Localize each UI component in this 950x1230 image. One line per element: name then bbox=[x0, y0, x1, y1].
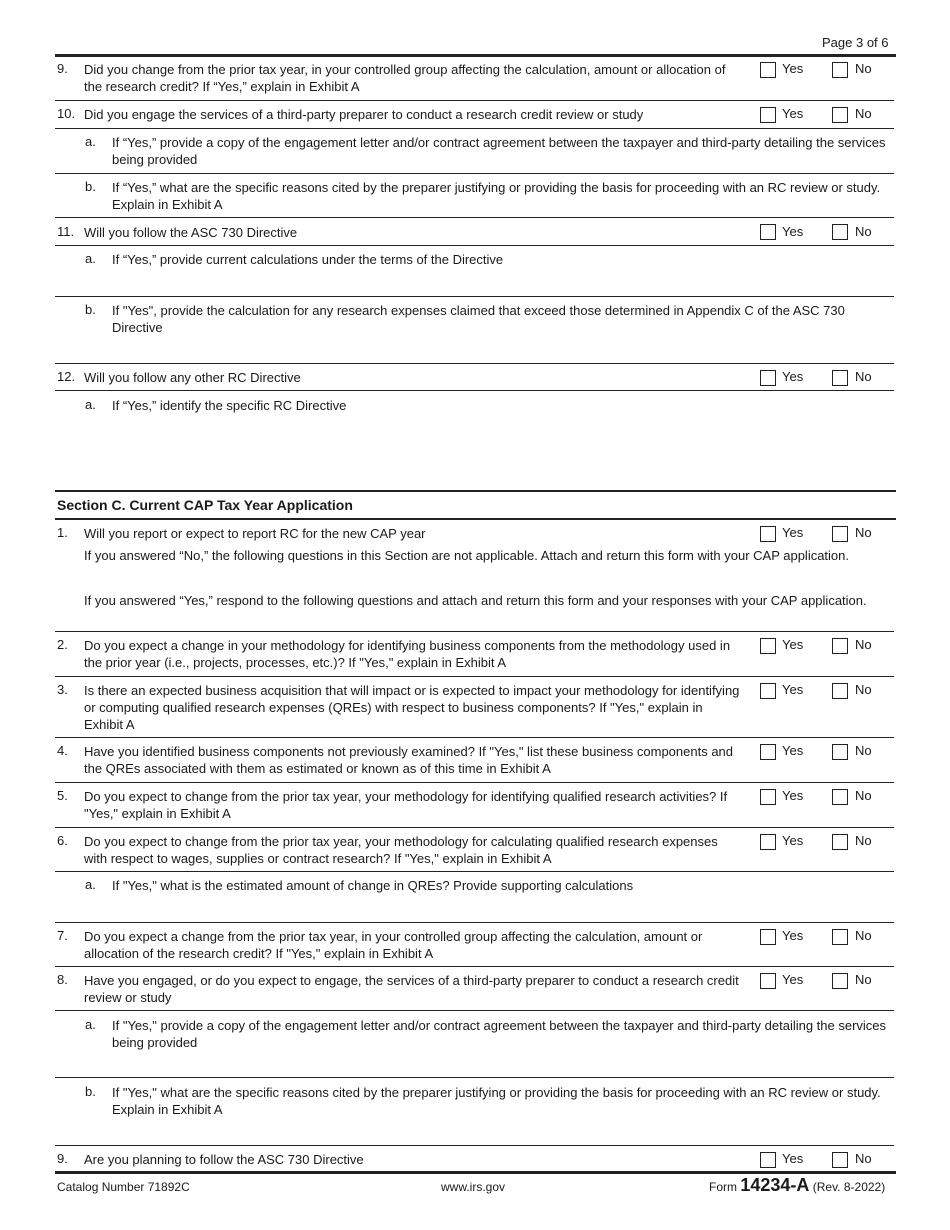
row-divider bbox=[55, 1010, 894, 1011]
yes-label: Yes bbox=[782, 637, 804, 652]
c6-yes-checkbox[interactable] bbox=[760, 834, 776, 850]
c4-yes-checkbox[interactable] bbox=[760, 744, 776, 760]
row-divider bbox=[55, 217, 894, 218]
c1-no-checkbox[interactable] bbox=[832, 526, 848, 542]
row-divider bbox=[55, 1145, 894, 1146]
no-label: No bbox=[855, 788, 872, 803]
yes-label: Yes bbox=[782, 833, 804, 848]
row-divider bbox=[55, 390, 894, 391]
row-divider bbox=[55, 296, 894, 297]
question-text: Will you follow any other RC Directive bbox=[84, 370, 301, 385]
sub-letter: b. bbox=[85, 302, 96, 317]
instruction-note: If you answered “No,” the following questions in this Section are not applicable. Attach and return this form with your CAP application. bbox=[84, 548, 850, 563]
row-divider bbox=[55, 363, 894, 364]
question-text: Do you expect to change from the prior tax year, your methodology for calculating qualified research expenses with respect to wages, supplies or contract research? If "Yes," explain in Exhibit A bbox=[84, 834, 718, 866]
no-label: No bbox=[855, 972, 872, 987]
no-label: No bbox=[855, 369, 872, 384]
section-rule bbox=[55, 490, 896, 492]
row-divider bbox=[55, 245, 894, 246]
question-number: 11. bbox=[57, 224, 75, 239]
sub-letter: a. bbox=[85, 397, 96, 412]
question-number: 7. bbox=[57, 928, 68, 943]
c5-no-checkbox[interactable] bbox=[832, 789, 848, 805]
row-divider bbox=[55, 782, 894, 783]
catalog-number: Catalog Number 71892C bbox=[57, 1180, 190, 1194]
no-label: No bbox=[855, 833, 872, 848]
c3-no-checkbox[interactable] bbox=[832, 683, 848, 699]
yes-label: Yes bbox=[782, 61, 804, 76]
sub-letter: a. bbox=[85, 877, 96, 892]
sub-question-text: If "Yes," provide a copy of the engagement letter and/or contract agreement between the taxpayer and third-party detailing the services being provided bbox=[112, 1018, 887, 1050]
c2-no-checkbox[interactable] bbox=[832, 638, 848, 654]
question-number: 1. bbox=[57, 525, 68, 540]
yes-label: Yes bbox=[782, 106, 804, 121]
no-label: No bbox=[855, 525, 872, 540]
question-text: Did you change from the prior tax year, in your controlled group affecting the calculation, amount or allocation of the research credit? If “Yes,” explain in Exhibit A bbox=[84, 62, 726, 94]
question-number: 9. bbox=[57, 1151, 68, 1166]
no-label: No bbox=[855, 637, 872, 652]
question-text: Do you expect a change in your methodology for identifying business components from the methodology used in the prior year (i.e., projects, processes, etc.)? If "Yes," explain in Exhibit A bbox=[84, 638, 731, 670]
page-number: Page 3 of 6 bbox=[822, 35, 889, 50]
q9-yes-checkbox[interactable] bbox=[760, 62, 776, 78]
question-text: Have you identified business components not previously examined? If "Yes," list these business components and the QREs associated with them as estimated or known as of this time in Exhibit A bbox=[84, 744, 734, 776]
instruction-note: If you answered “Yes,” respond to the following questions and attach and return this form and your responses with your CAP application. bbox=[84, 593, 867, 608]
sub-letter: a. bbox=[85, 1017, 96, 1032]
question-number: 10. bbox=[57, 106, 76, 121]
c5-yes-checkbox[interactable] bbox=[760, 789, 776, 805]
no-label: No bbox=[855, 928, 872, 943]
yes-label: Yes bbox=[782, 682, 804, 697]
row-divider bbox=[55, 1077, 894, 1078]
sub-letter: b. bbox=[85, 179, 96, 194]
form-revision: (Rev. 8-2022) bbox=[812, 1180, 886, 1194]
row-divider bbox=[55, 827, 894, 828]
sub-question-text: If “Yes,” identify the specific RC Directive bbox=[112, 398, 347, 413]
c4-no-checkbox[interactable] bbox=[832, 744, 848, 760]
q9-no-checkbox[interactable] bbox=[832, 62, 848, 78]
sub-question-text: If "Yes," what are the specific reasons cited by the preparer justifying or providing the basis for proceeding with an RC review or study. Explain in Exhibit A bbox=[112, 1085, 881, 1117]
yes-label: Yes bbox=[782, 743, 804, 758]
question-number: 6. bbox=[57, 833, 68, 848]
q10-yes-checkbox[interactable] bbox=[760, 107, 776, 123]
sub-letter: b. bbox=[85, 1084, 96, 1099]
question-text: Will you follow the ASC 730 Directive bbox=[84, 225, 298, 240]
row-divider bbox=[55, 631, 894, 632]
c1-yes-checkbox[interactable] bbox=[760, 526, 776, 542]
section-title: Section C. Current CAP Tax Year Application bbox=[57, 497, 353, 513]
row-divider bbox=[55, 173, 894, 174]
row-divider bbox=[55, 100, 894, 101]
question-number: 8. bbox=[57, 972, 68, 987]
c2-yes-checkbox[interactable] bbox=[760, 638, 776, 654]
question-number: 3. bbox=[57, 682, 68, 697]
sub-question-text: If "Yes," what is the estimated amount of change in QREs? Provide supporting calculations bbox=[112, 878, 634, 893]
sub-question-text: If "Yes", provide the calculation for any research expenses claimed that exceed those determined in Appendix C of the ASC 730 Directive bbox=[112, 303, 845, 335]
yes-label: Yes bbox=[782, 972, 804, 987]
row-divider bbox=[55, 871, 894, 872]
yes-label: Yes bbox=[782, 788, 804, 803]
question-text: Do you expect a change from the prior tax year, in your controlled group affecting the calculation, amount or allocation of the research credit? If "Yes," explain in Exhibit A bbox=[84, 929, 703, 961]
question-text: Is there an expected business acquisition that will impact or is expected to impact your methodology for identifying or computing qualified research expenses (QREs) with respect to business components? If "Yes," explain in Exhibit A bbox=[84, 683, 740, 732]
no-label: No bbox=[855, 743, 872, 758]
no-label: No bbox=[855, 682, 872, 697]
row-divider bbox=[55, 676, 894, 677]
yes-label: Yes bbox=[782, 369, 804, 384]
question-number: 2. bbox=[57, 637, 68, 652]
q11-yes-checkbox[interactable] bbox=[760, 224, 776, 240]
c9-yes-checkbox[interactable] bbox=[760, 1152, 776, 1168]
sub-letter: a. bbox=[85, 251, 96, 266]
q12-no-checkbox[interactable] bbox=[832, 370, 848, 386]
no-label: No bbox=[855, 1151, 872, 1166]
q10-no-checkbox[interactable] bbox=[832, 107, 848, 123]
row-divider bbox=[55, 128, 894, 129]
website-link[interactable]: www.irs.gov bbox=[441, 1180, 506, 1194]
section-rule bbox=[55, 518, 896, 520]
c8-yes-checkbox[interactable] bbox=[760, 973, 776, 989]
c6-no-checkbox[interactable] bbox=[832, 834, 848, 850]
question-text: Do you expect to change from the prior tax year, your methodology for identifying qualified research activities? If "Yes," explain in Exhibit A bbox=[84, 789, 728, 821]
c7-no-checkbox[interactable] bbox=[832, 929, 848, 945]
c3-yes-checkbox[interactable] bbox=[760, 683, 776, 699]
question-text: Are you planning to follow the ASC 730 Directive bbox=[84, 1152, 364, 1167]
yes-label: Yes bbox=[782, 525, 804, 540]
question-number: 5. bbox=[57, 788, 68, 803]
c7-yes-checkbox[interactable] bbox=[760, 929, 776, 945]
no-label: No bbox=[855, 106, 872, 121]
question-number: 12. bbox=[57, 369, 76, 384]
q12-yes-checkbox[interactable] bbox=[760, 370, 776, 386]
yes-label: Yes bbox=[782, 224, 804, 239]
row-divider bbox=[55, 966, 894, 967]
sub-question-text: If “Yes,” provide a copy of the engagement letter and/or contract agreement between the taxpayer and third-party detailing the services being provided bbox=[112, 135, 886, 167]
question-text: Have you engaged, or do you expect to engage, the services of a third-party preparer to conduct a research credit review or study bbox=[84, 973, 739, 1005]
yes-label: Yes bbox=[782, 1151, 804, 1166]
sub-letter: a. bbox=[85, 134, 96, 149]
sub-question-text: If “Yes,” what are the specific reasons cited by the preparer justifying or providing the basis for proceeding with an RC review or study. Explain in Exhibit A bbox=[112, 180, 881, 212]
top-rule bbox=[55, 54, 896, 57]
row-divider bbox=[55, 922, 894, 923]
question-text: Did you engage the services of a third-party preparer to conduct a research credit review or study bbox=[84, 107, 644, 122]
c8-no-checkbox[interactable] bbox=[832, 973, 848, 989]
no-label: No bbox=[855, 61, 872, 76]
question-text: Will you report or expect to report RC for the new CAP year bbox=[84, 526, 426, 541]
question-number: 4. bbox=[57, 743, 68, 758]
no-label: No bbox=[855, 224, 872, 239]
yes-label: Yes bbox=[782, 928, 804, 943]
row-divider bbox=[55, 737, 894, 738]
c9-no-checkbox[interactable] bbox=[832, 1152, 848, 1168]
form-number: 14234-A bbox=[740, 1175, 810, 1195]
form-identifier bbox=[709, 1175, 885, 1196]
form-prefix: Form bbox=[709, 1180, 737, 1194]
bottom-rule bbox=[55, 1171, 896, 1174]
q11-no-checkbox[interactable] bbox=[832, 224, 848, 240]
sub-question-text: If “Yes,” provide current calculations under the terms of the Directive bbox=[112, 252, 504, 267]
question-number: 9. bbox=[57, 61, 68, 76]
